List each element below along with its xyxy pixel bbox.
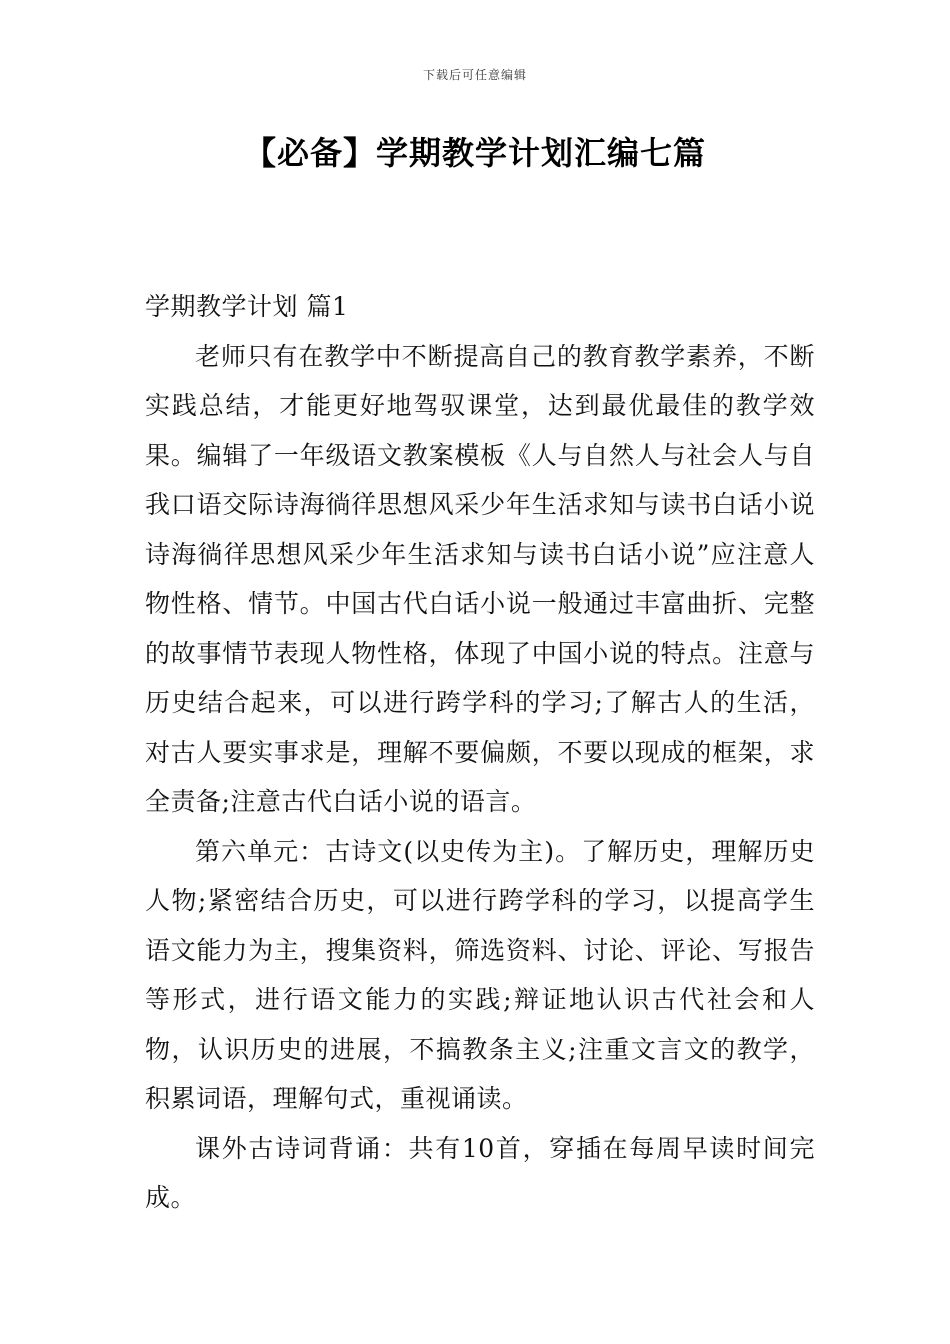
document-body [145,282,815,1223]
paragraph-1: 老师只有在教学中不断提高自己的教育教学素养，不断实践总结，才能更好地驾驭课堂，达到最优最佳的教学效果。编辑了一年级语文教案模板《人与自然人与社会人与自我口语交际诗海徜徉思想风采少年生活求知与读书白话小说诗海徜徉思想风采少年生活求知与读书白话小说”应注意人物性格、情节。中国古代白话小说一般通过丰富曲折、完整的故事情节表现人物性格，体现了中国小说的特点。注意与历史结合起来，可以进行跨学科的学习;了解古人的生活，对古人要实事求是，理解不要偏颇，不要以现成的框架，求全责备;注意古代白话小说的语言。 [145,341,815,816]
document-title: 【必备】学期教学计划汇编七篇 [243,134,706,172]
paragraph-3: 课外古诗词背诵：共有10首，穿插在每周早读时间完成。 [145,1133,815,1212]
header-note: 下载后可任意编辑 [422,68,527,82]
paragraph-2: 第六单元：古诗文(以史传为主)。了解历史，理解历史人物;紧密结合历史，可以进行跨学科的学习，以提高学生语文能力为主，搜集资料，筛选资料、讨论、评论、写报告等形式，进行语文能力的实践;辩证地认识古代社会和人物，认识历史的进展，不搞教条主义;注重文言文的教学，积累词语，理解句式，重视诵读。 [145,836,815,1113]
section-heading: 学期教学计划 篇1 [145,292,349,321]
